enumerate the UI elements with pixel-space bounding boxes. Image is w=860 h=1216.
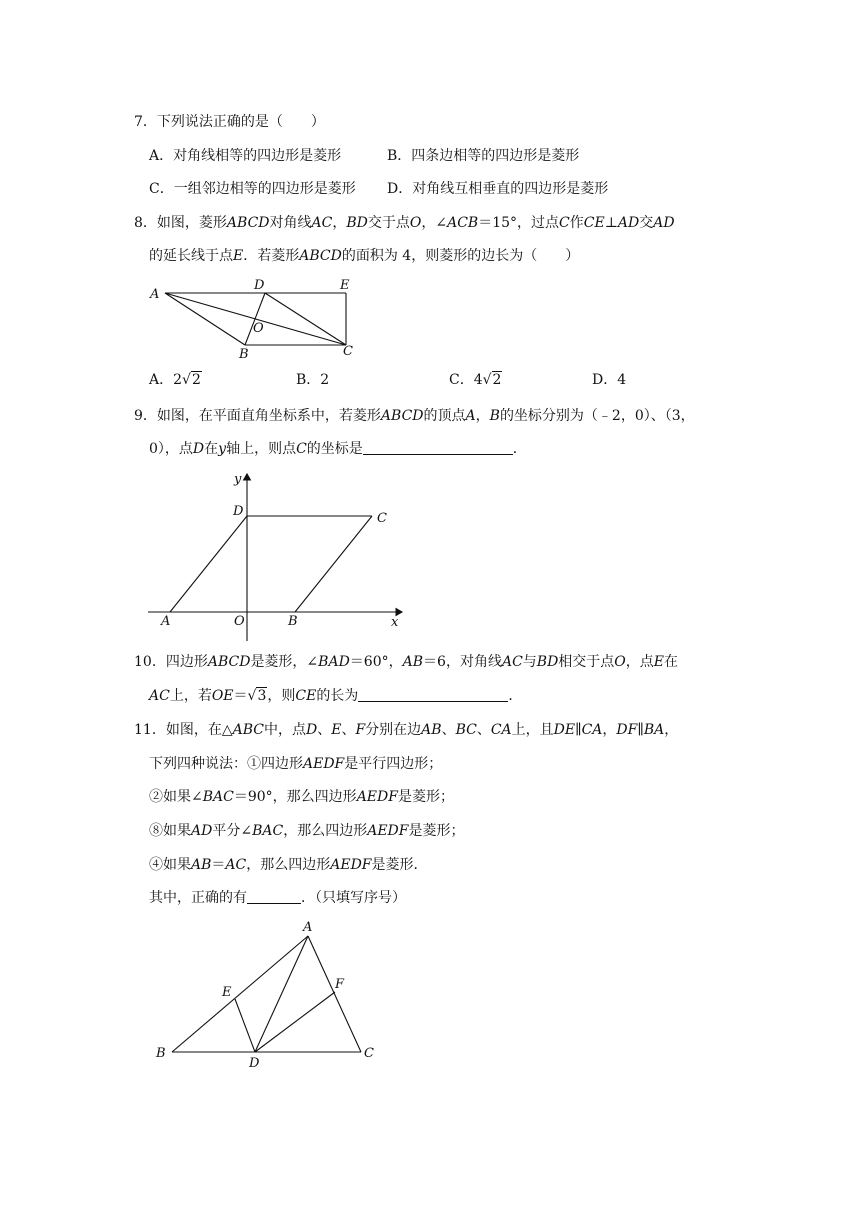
q8-stem-line2: 的延长线于点E．若菱形ABCD的面积为 4，则菱形的边长为（ ） [149, 248, 580, 264]
q7-option-a: A．对角线相等的四边形是菱形 [149, 148, 342, 164]
q9-answer-blank[interactable] [363, 440, 513, 455]
q11-stem-line1: 11．如图，在△ABC中，点D、E、F分别在边AB、BC、CA上，且DE∥CA，DF∥BA， [134, 722, 679, 738]
q9-label-a: A [161, 614, 171, 629]
q8-label-a: A [150, 287, 160, 302]
q7-stem: 7．下列说法正确的是（ ） [134, 114, 325, 130]
q7-option-d: D．对角线互相垂直的四边形是菱形 [387, 181, 609, 197]
q8-label-c: C [343, 344, 353, 359]
q8-label-d: D [254, 278, 265, 293]
q11-label-c: C [364, 1046, 374, 1061]
q9-label-c: C [377, 511, 387, 526]
q11-statement-2: ②如果∠BAC＝90°，那么四边形AEDF是菱形； [149, 789, 454, 805]
q9-stem-line2: 0），点D在y轴上，则点C的坐标是 ． [149, 441, 527, 457]
q9-figure [140, 466, 415, 646]
q8-option-a: A．2√2 [149, 372, 201, 388]
q11-label-f: F [335, 977, 345, 992]
q11-statement-3: ⑧如果AD平分∠BAC，那么四边形AEDF是菱形； [149, 823, 465, 839]
q9-label-d: D [233, 504, 244, 519]
q11-statement-1: 下列四种说法：①四边形AEDF是平行四边形； [149, 756, 443, 772]
q11-answer-line: 其中，正确的有 ．（只填写序号） [149, 890, 406, 906]
q11-figure [150, 916, 390, 1072]
q9-stem-line1: 9．如图，在平面直角坐标系中，若菱形ABCD的顶点A，B的坐标分别为（﹣2，0）、（3， [134, 408, 695, 424]
q10-stem-line2: AC上，若OE＝√3，则CE的长为 ． [149, 688, 523, 704]
q9-label-o: O [234, 614, 245, 629]
q11-label-a: A [303, 920, 313, 935]
q8-option-c: C．4√2 [449, 372, 502, 388]
q8-label-b: B [239, 347, 249, 362]
q8-figure [140, 272, 370, 364]
q8-stem-line1: 8．如图，菱形ABCD对角线AC，BD交于点O，∠ACB＝15°，过点C作CE⊥AD交AD [134, 215, 675, 231]
q10-answer-blank[interactable] [358, 687, 508, 702]
q11-label-e: E [222, 985, 232, 1000]
q9-label-x: x [391, 615, 399, 630]
q7-option-b: B．四条边相等的四边形是菱形 [387, 148, 580, 164]
q11-answer-blank[interactable] [247, 889, 301, 904]
q8-label-e: E [340, 278, 350, 293]
q8-option-b: B．2 [296, 372, 330, 388]
q8-option-d: D．4 [592, 372, 627, 388]
q10-stem-line1: 10．四边形ABCD是菱形，∠BAD＝60°，AB＝6，对角线AC与BD相交于点O，点E在 [134, 654, 679, 670]
q9-label-b: B [288, 614, 298, 629]
q11-label-d: D [249, 1056, 260, 1071]
q7-option-c: C．一组邻边相等的四边形是菱形 [149, 181, 356, 197]
q11-label-b: B [156, 1046, 166, 1061]
q11-statement-4: ④如果AB＝AC，那么四边形AEDF是菱形． [149, 857, 428, 873]
q9-label-y: y [234, 472, 242, 487]
q8-label-o: O [253, 321, 264, 336]
